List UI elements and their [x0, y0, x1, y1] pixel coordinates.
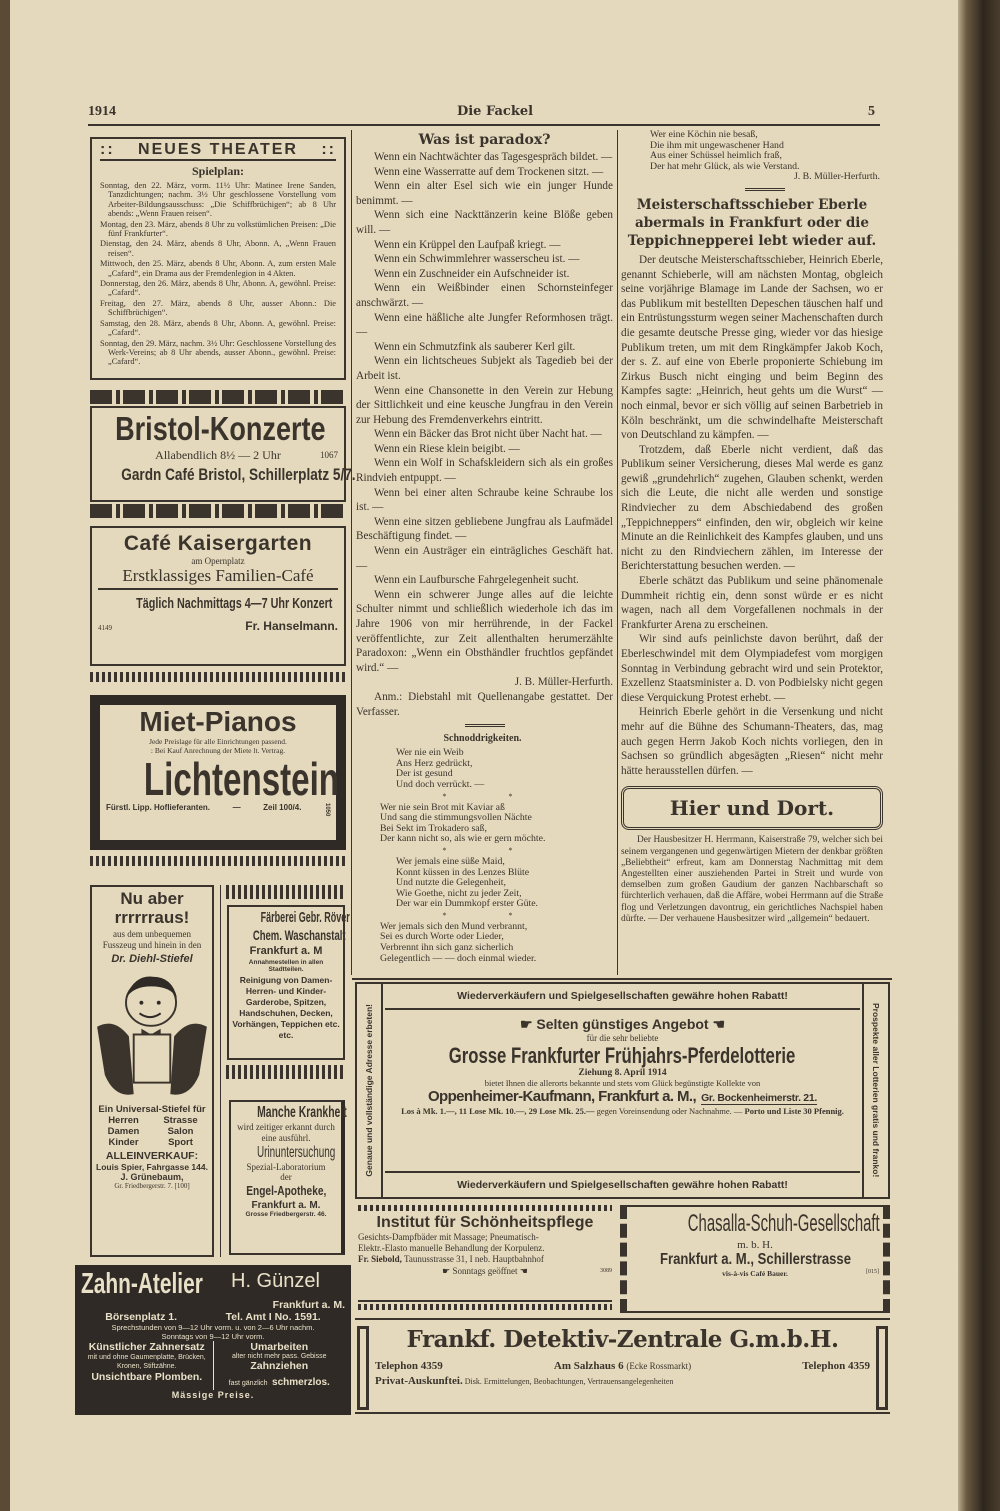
divider: [220, 885, 221, 1257]
column-right: [621, 130, 883, 925]
ornament-band: [358, 1205, 612, 1211]
zahn-ad: [75, 1265, 351, 1415]
lottery-body: [385, 1012, 860, 1117]
poem-line: Gelegentlich — — doch einmal wieder.: [380, 952, 537, 964]
diehl-title: Nu aber: [120, 889, 184, 908]
lottery-right-bar: [862, 984, 888, 1197]
paragraph: Wenn ein Schwimmlehrer wasserscheu ist. —: [374, 253, 580, 266]
paragraph: Trotzdem, daß Eberle nicht verdient, daß das Publikum seiner Versicherung, dieses Mal werde es ganz gewiß „grundehrlich“ zugehen, Glauben schenkt, werden sich die Leute, die nicht alle werden und sonstige Rindviecher zu dem Abschiedabend des großen „Teppichneppers“ einfinden, den wir, obgleich wir keine Minute an die Reinlichkeit des Kampfes glauben, und uns nicht zu den Rindviechern zählen, im Interesse der Berichterstattung besuchen werden. —: [621, 443, 883, 573]
section-title: Hier und Dort.: [669, 796, 835, 821]
institut-text: Elektr.-Elasto manuelle Behandlung der Korpulenz.: [358, 1243, 545, 1253]
column-rule: [351, 130, 352, 975]
paragraph: Wenn ein Wolf in Schafskleidern sich als ein großes Rindvieh entpuppt. —: [356, 457, 613, 485]
book-binding-edge: [958, 0, 1000, 1511]
kaisergarten-ad: [90, 526, 346, 666]
poem-line: Aus einer Schüssel heimlich fraß,: [650, 150, 782, 162]
bristol-time: Allabendlich 8½ — 2 Uhr: [155, 448, 281, 462]
paragraph: Wenn ein lichtscheues Subjekt als Tagedieb bei der Arbeit ist.: [356, 355, 613, 382]
kaisergarten-owner: Fr. Hanselmann.: [245, 619, 338, 633]
detektiv-ad: [355, 1318, 890, 1414]
roever-sub: Chem. Waschanstalt: [252, 927, 346, 943]
article-title: Meisterschaftsschieber Eberle abermals in Frankfurt oder die Teppichnepperei lebt wieder auf.: [627, 196, 877, 249]
paragraph: Wenn eine häßliche alte Jungfer Reformhosen trägt. —: [356, 311, 613, 339]
paragraph: Wenn ein alter Esel sich wie ein junger Hunde benimmt. —: [356, 180, 613, 207]
paragraph: Wenn eine Wasserratte auf dem Trockenen sitzt. —: [374, 165, 604, 178]
detektiv-address: Am Salzhaus 6: [553, 1360, 624, 1372]
lottery-terms: gegen Voreinsendung oder Nachnahme. —: [596, 1106, 743, 1116]
paragraph: Wenn ein schwerer Junge alles auf die leichte Schulter nimmt und schließlich wiederhole ich das im Jahre 1906 von mir herrührende, in der Fackel veröffentlichte, zur Zeit allenthalten herumerzählte Paradoxon: „Wenn ein Obsthändler fruchtlos gepfändet wird.“ —: [356, 588, 613, 674]
poem-line: Wer eine Köchin nie besaß,: [650, 129, 758, 140]
diehl-sub: Ein Universal-Stiefel für: [98, 1104, 206, 1115]
krankheit-title: Manche Krankheit: [257, 1104, 347, 1121]
paragraph: Wir sind aufs peinlichste davon berührt, daß der Eberleschwindel mit dem Olympiadefest vom morgigen Sonntag in Verbindung gebracht wird und sein Protektor, Exzellenz Staatsminister a. D. von Podbielsky nicht gegen diese Verquickung Protest erhebt. —: [621, 633, 883, 704]
roever-note: Annahmestellen in allen Stadtteilen.: [248, 959, 324, 973]
poem-line: Ans Herz gedrückt,: [396, 757, 473, 769]
zahn-right-small: fast gänzlich: [228, 1380, 268, 1387]
poem-title: Schnoddrigkeiten.: [443, 733, 522, 745]
poem-line: Und sang die stimmungsvollen Nächte: [380, 812, 532, 824]
theater-entry: Freitag, den 27. März, abends 8 Uhr, ausser Abonn.: Die Schiffbrüchigen“.: [100, 298, 336, 318]
diehl-shop: Louis Spier, Fahrgasse 144.: [96, 1162, 208, 1172]
ornament-band: [90, 672, 346, 682]
diehl-category: Kinder: [108, 1137, 139, 1148]
diehl-text: aus dem unbequemen Fusszeug und hinein in den: [102, 929, 202, 950]
paragraph: Wenn bei einer alten Schraube keine Schraube los ist. —: [356, 486, 613, 514]
column-rule: [617, 130, 618, 975]
ad-number: [015]: [866, 1269, 879, 1275]
ad-number: 1050: [324, 803, 330, 817]
krankheit-lab: Spezial-Laboratorium: [246, 1162, 326, 1172]
pointing-hand-icon: ☛: [442, 1266, 453, 1276]
detektiv-title: Frankf. Detektiv-Zentrale G.m.b.H.: [406, 1326, 839, 1353]
paragraph: Wenn sich eine Nackttänzerin keine Blöße geben will. —: [356, 209, 613, 236]
separator: [465, 724, 505, 727]
header-page-number: 5: [868, 104, 875, 119]
pointing-hand-icon: ☛: [519, 1016, 537, 1032]
diehl-category: Strasse: [163, 1115, 198, 1126]
lottery-right-text: Prospekte aller Lotterien gratis und franko!: [871, 1003, 881, 1178]
krankheit-city: Frankfurt a. M.: [251, 1200, 321, 1211]
pianos-footer: Fürstl. Lipp. Hoflieferanten.: [106, 803, 211, 812]
diehl-category: Damen: [107, 1126, 140, 1137]
lottery-prices: Los à Mk. 1.—, 11 Lose Mk. 10.—, 29 Lose Mk. 25.—: [401, 1106, 595, 1116]
paradox-article: [356, 130, 613, 727]
paragraph: Wenn ein Krüppel den Laufpaß kriegt. —: [374, 238, 561, 251]
hier-und-dort-banner: [621, 786, 883, 830]
lottery-left-bar: [357, 984, 383, 1197]
zahn-hours: Sprechstunden von 9—12 Uhr vorm. u. von 2—6 Uhr nachm.: [111, 1323, 315, 1332]
diehl-sale: ALLEINVERKAUF:: [105, 1150, 199, 1162]
bristol-address: Gardn Café Bristol, Schillerplatz 5/7.: [121, 465, 356, 484]
detektiv-address-note: (Ecke Rossmarkt): [626, 1361, 692, 1371]
pointing-hand-icon: ☚: [517, 1266, 528, 1276]
stars-divider: * *: [442, 791, 543, 801]
zahn-left-title: Künstlicher Zahnersatz: [88, 1341, 205, 1353]
kaisergarten-konzert: Täglich Nachmittags 4—7 Uhr Konzert: [136, 595, 333, 612]
diehl-category: Salon: [167, 1126, 194, 1137]
krankheit-ad: [229, 1100, 345, 1255]
zahn-right-text: alter nicht mehr pass. Gebisse: [231, 1353, 327, 1360]
lottery-headline: Selten günstiges Angebot: [536, 1016, 709, 1032]
header-title: Die Fackel: [456, 104, 534, 119]
theater-entry: Dienstag, den 24. März, abends 8 Uhr, Abonn. A, „Wenn Frauen reisen“.: [100, 239, 336, 258]
dash: —: [232, 803, 241, 812]
decoration: ::: [100, 141, 115, 158]
poem-line: Der kann nicht so, als wie er gern möchte.: [380, 833, 546, 845]
ornament-band: [90, 504, 346, 518]
lottery-firm: Oppenheimer-Kaufmann, Frankfurt a. M.,: [427, 1088, 697, 1105]
zahn-address: Börsenplatz 1.: [105, 1311, 178, 1323]
chasalla-ad: [620, 1205, 890, 1313]
lottery-sub: für die sehr beliebte: [586, 1033, 659, 1043]
signature: J. B. Müller-Herfurth.: [793, 171, 880, 183]
lottery-left-text: Genaue und vollständige Adresse erbeten!: [364, 1004, 374, 1177]
zahn-right-title: Umarbeiten: [250, 1341, 309, 1353]
lottery-ad: [355, 982, 890, 1199]
institut-sunday: Sonntags geöffnet: [452, 1266, 518, 1276]
institut-ad: [358, 1214, 612, 1302]
paragraph: Eberle schätzt das Publikum und seine phänomenale Dummheit richtig ein, denn sonst würde er es nicht wagen, nach all dem Vorgefallenen nochmals in der Frankfurter Arena zu erscheinen.: [621, 575, 883, 631]
zahn-right-bold: schmerzlos.: [272, 1377, 330, 1388]
zahn-right-big: Zahnziehen: [250, 1360, 309, 1372]
ad-number: 4149: [98, 624, 112, 632]
krankheit-address: Grosse Friedbergerstr. 46.: [245, 1211, 327, 1218]
chasalla-address: Frankfurt a. M., Schillerstrasse: [659, 1251, 851, 1268]
paragraph: Wenn eine Chansonette in den Verein zur Hebung der Sittlichkeit und eine keusche Jungfrau in den Verein zur Hebung des Fremdenverkehrs eintritt.: [356, 384, 613, 426]
lottery-porto: Porto und Liste 30 Pfennig.: [744, 1106, 844, 1116]
zahn-footer: Mässige Preise.: [171, 1390, 255, 1400]
krankheit-der: der: [280, 1172, 292, 1182]
poem-line: Sei es durch Worte oder Lieder,: [380, 931, 504, 943]
separator: [745, 188, 785, 191]
poem-line: Wie Goethe, nicht zu jeder Zeit,: [396, 887, 522, 899]
pianos-title: Miet-Pianos: [139, 706, 297, 737]
ornament-band: [358, 1304, 612, 1310]
theater-title: NEUES THEATER: [138, 141, 298, 158]
theater-entry: Mittwoch, den 25. März, abends 8 Uhr, Abonn. A, zum ersten Male „Cafard“, ein Drama aus der Fremdenlegion in 4 Akten.: [100, 259, 336, 278]
stars-divider: * *: [442, 910, 543, 920]
roever-text: Reinigung von Damen-Herren- und Kinder-Garderobe, Spitzen, Handschuhen, Decken, Vorhängen, Teppichen etc. etc.: [232, 975, 340, 1040]
theater-entry: Donnerstag, den 26. März, abends 8 Uhr, Abonn. A, gewöhnl. Preise: „Cafard“.: [100, 279, 336, 298]
frame-bar: [357, 1326, 369, 1410]
chasalla-title: Chasalla-Schuh-Gesellschaft: [687, 1210, 880, 1237]
eberle-article: [621, 196, 883, 778]
bristol-ad: [90, 406, 356, 502]
header-year: 1914: [88, 104, 116, 119]
detektiv-phone: Telephon 4359: [802, 1360, 870, 1372]
zahn-city: Frankfurt a. M.: [272, 1299, 345, 1311]
pianos-address: Zeil 100/4.: [263, 803, 302, 812]
ornament-band: [90, 856, 346, 866]
bristol-title: Bristol-Konzerte: [115, 410, 326, 447]
pianos-ad: [90, 695, 346, 850]
paragraph: Der deutsche Meisterschaftsschieber, Heinrich Eberle, genannt Schieberle, will am nächsten Montag, obgleich seine vorjährige Blamage im Lande der Sachsen, wo er das Publikum mit bestellten Depeschen täuschen half und ein Entrüstungssturm wegen seiner Machenschaften durch die gesamte deutsche Presse ging, wieder vor das hiesige Publikum treten, um mit dem Ringkämpfer Jakob Koch, der s. Z. auf eine von Eberle proponierte Schiebung im Zirkus Busch nicht einging und beim Beginn des Kampfes sagte: „Heinrich, heut gehts um die Wurst“ — noch einmal, bevor er sich völlig auf seinen Barbetrieb in Köln beschränkt, um die schwindelhafte Meisterschaft von Deutschland zu kämpfen. —: [621, 253, 883, 442]
lottery-bottom-line: Wiederverkäufern und Spielgesellschaften gewähre hohen Rabatt!: [385, 1171, 860, 1197]
pianos-line: Jede Preislage für alle Einrichtungen passend.: [149, 737, 287, 746]
ornament-band: [226, 885, 346, 899]
lottery-title: Grosse Frankfurter Frühjahrs-Pferdelotterie: [449, 1043, 796, 1068]
zahn-left-text: mit und ohne Gaumenplatte, Brücken, Kronen, Stiftzähne.: [87, 1354, 206, 1370]
roever-ad: [227, 905, 350, 1060]
detektiv-phone: Telephon 4359: [375, 1360, 443, 1372]
hier-text: Der Hausbesitzer H. Herrmann, Kaiserstraße 79, welcher sich bei seinem vergangenen und gegenwärtigen Mietern der denkbar größten „Beliebtheit“ erfreut, kam am Donnerstag Nachmittag mit dem Angestellten einer ausziehenden Partei in Streit und wurde von demselben zum großen Gaudium der ganzen Nachbarschaft so fürchterlich verhauen, daß die Affäre, wobei Herrmann auf die Straße flog und Verletzungen davontrug, ein gerichtliches Nachspiel haben dürfte. — Der verhauene Hausbesitzer wird „allgemein“ bedauert.: [621, 835, 883, 924]
footnote: Anm.: Diebstahl mit Quellenangabe gestattet. Der Verfasser.: [356, 690, 613, 718]
poem-line: Der war ein Dummkopf erster Güte.: [396, 898, 539, 910]
zahn-left-foot: Unsichtbare Plomben.: [91, 1371, 203, 1383]
theater-entry: Samstag, den 28. März, abends 8 Uhr, Abonn. A, gewöhnl. Preise: „Cafard“.: [100, 318, 336, 338]
zahn-phone: Tel. Amt I No. 1591.: [225, 1311, 321, 1323]
poem-line: Und nutzte die Gelegenheit,: [396, 877, 506, 889]
zahn-title: Zahn-Atelier: [81, 1268, 203, 1300]
kaisergarten-location: am Opernplatz: [191, 556, 245, 566]
divider: [352, 978, 892, 980]
detektiv-services: Disk. Ermittelungen, Beobachtungen, Vertrauensangelegenheiten: [464, 1377, 674, 1386]
zahn-hours: Sonntags von 9—12 Uhr vorm.: [161, 1332, 265, 1341]
paragraph: Wenn ein Schmutzfink als sauberer Kerl gilt.: [374, 340, 576, 353]
diehl-shop: J. Grünebaum,: [120, 1172, 184, 1182]
diehl-ad: [90, 885, 214, 1257]
lottery-top-line: Wiederverkäufern und Spielgesellschaften gewähre hohen Rabatt!: [385, 984, 860, 1010]
paragraph: Wenn ein Zuschneider ein Aufschneider ist.: [374, 267, 570, 280]
paragraph: Wenn eine sitzen gebliebene Jungfrau als Laufmädel Beschäftigung findet. —: [356, 515, 613, 543]
poem-line: Und doch verrückt. —: [396, 778, 485, 790]
schnodd-poem: [380, 732, 605, 964]
roever-title: Färberei Gebr. Röver: [260, 909, 350, 926]
paragraph: Wenn ein Bäcker das Brot nicht über Nacht hat. —: [374, 428, 602, 441]
krankheit-big: Urinuntersuchung: [256, 1144, 336, 1161]
theater-entry: Montag, den 23. März, abends 8 Uhr zu volkstümlichen Preisen: „Die fünf Frankfurter“.: [100, 219, 336, 239]
poem-line: Wer jemals sich den Mund verbrannt,: [380, 920, 528, 932]
poem-line: Wer jemals eine süße Maid,: [396, 855, 505, 867]
column-middle: [356, 130, 613, 964]
diehl-title: rrrrrraus!: [114, 908, 190, 927]
paragraph: Wenn ein Laufbursche Fahrgelegenheit sucht.: [374, 574, 579, 587]
paragraph: Wenn ein Nachtwächter das Tagesgespräch bildet. —: [374, 151, 613, 163]
poem-line: Bei Sekt im Trokadero saß,: [380, 822, 487, 834]
theater-ad: [90, 137, 346, 380]
pointing-hand-icon: ☚: [708, 1016, 726, 1032]
kaisergarten-title: Café Kaisergarten: [123, 532, 313, 555]
poem-line: Wer nie sein Brot mit Kaviar aß: [380, 801, 505, 813]
ad-number: 3089: [600, 1268, 612, 1274]
header-rule: [88, 124, 880, 126]
chasalla-note: vis-à-vis Café Bauer.: [722, 1269, 788, 1278]
ad-number: [100]: [174, 1182, 190, 1190]
ornament-band: [226, 1065, 346, 1079]
poem-line: Konnt küssen in des Lenzes Blüte: [396, 866, 530, 878]
signature: J. B. Müller-Herfurth.: [514, 676, 613, 689]
kaisergarten-tagline: Erstklassiges Familien-Café: [98, 566, 338, 590]
diehl-category: Herren: [108, 1115, 139, 1126]
krankheit-name: Engel-Apotheke,: [245, 1183, 326, 1198]
theater-entry: Sonntag, den 22. März, vorm. 11½ Uhr: Matinee Irene Sanden, Tanzdichtungen; nachm. 3½ Uhr geschlossene Vorstellung vom Arbeiter-Bildungsausschuss: „Die Schiffbrüchigen“; ab 8 Uhr abends: „Wenn Frauen reisen“.: [100, 181, 336, 219]
lottery-date: Ziehung 8. April 1914: [578, 1068, 667, 1078]
diehl-brand: Dr. Diehl-Stiefel: [111, 953, 193, 965]
ad-number: 1067: [320, 450, 338, 460]
institut-title: Institut für Schönheitspflege: [376, 1214, 594, 1231]
frame-bar: [876, 1326, 888, 1410]
diehl-shop-address: Gr. Friedbergerstr. 7.: [114, 1182, 173, 1190]
institut-text: Gesichts-Dampfbäder mit Massage; Pneumatisch-: [358, 1232, 539, 1242]
krankheit-text: wird zeitiger erkannt durch eine ausführl.: [237, 1122, 335, 1143]
boy-with-boots-illustration: [95, 969, 209, 1099]
decoration: ::: [321, 141, 336, 158]
schnodd-poem-continued: [650, 130, 880, 191]
institut-address: Taunusstrasse 31, I neb. Hauptbahnhof: [404, 1254, 544, 1264]
poem-line: Die ihm mit ungewaschener Hand: [650, 139, 784, 151]
page-edge-left: [0, 0, 10, 1511]
poem-line: Verbrennt ihn sich ganz sicherlich: [380, 942, 514, 954]
institut-name: Fr. Siebold,: [358, 1254, 402, 1264]
theater-subtitle: Spielplan:: [191, 164, 245, 178]
roever-city: Frankfurt a. M: [249, 945, 323, 957]
poem-line: Der hat mehr Glück, als wie Verstand.: [650, 160, 800, 172]
zahn-name: H. Günzel: [231, 1270, 320, 1292]
ornament-band: [90, 390, 346, 404]
paragraph: Wenn ein Riese klein beigibt. —: [374, 442, 520, 455]
lottery-intro: bietet Ihnen die allerorts bekannte und stets vom Glück begünstigte Kollekte von: [484, 1078, 761, 1088]
pianos-line: : Bei Kauf Anrechnung der Miete lt. Vertrag.: [150, 746, 286, 755]
diehl-category: Sport: [168, 1137, 193, 1148]
article-title: Was ist paradox?: [418, 132, 551, 148]
paragraph: Heinrich Eberle gehört in die Versenkung und nicht mehr auf die Bühne des Schumann-Theaters, das, mag auch gegen Herrn Jakob Koch nichts vorliegen, den in Sachsen so gründlich abgesägten „Riesen“ nicht mehr hätte herausstellen dürfen. —: [621, 706, 883, 777]
lottery-street: Gr. Bockenheimerstr. 21.: [701, 1092, 818, 1104]
poem-line: Wer nie ein Weib: [396, 747, 464, 759]
paragraph: Wenn ein Austräger ein einträgliches Geschäft hat. —: [356, 545, 613, 572]
paragraph: Wenn ein Weißbinder einen Schornsteinfeger anschwärzt. —: [356, 282, 613, 309]
theater-entry: Sonntag, den 29. März, nachm. 3½ Uhr: Geschlossene Vorstellung des Werk-Vereins; ab 8 Uhr abends, ausser Abonn., gewöhnl. Preise: „Cafard“.: [100, 338, 337, 367]
pianos-name: Lichtenstein: [143, 753, 340, 805]
detektiv-bold: Privat-Auskunftei.: [375, 1375, 463, 1387]
poem-line: Der ist gesund: [396, 768, 453, 780]
stars-divider: * *: [442, 845, 543, 855]
chasalla-sub: m. b. H.: [737, 1239, 773, 1251]
